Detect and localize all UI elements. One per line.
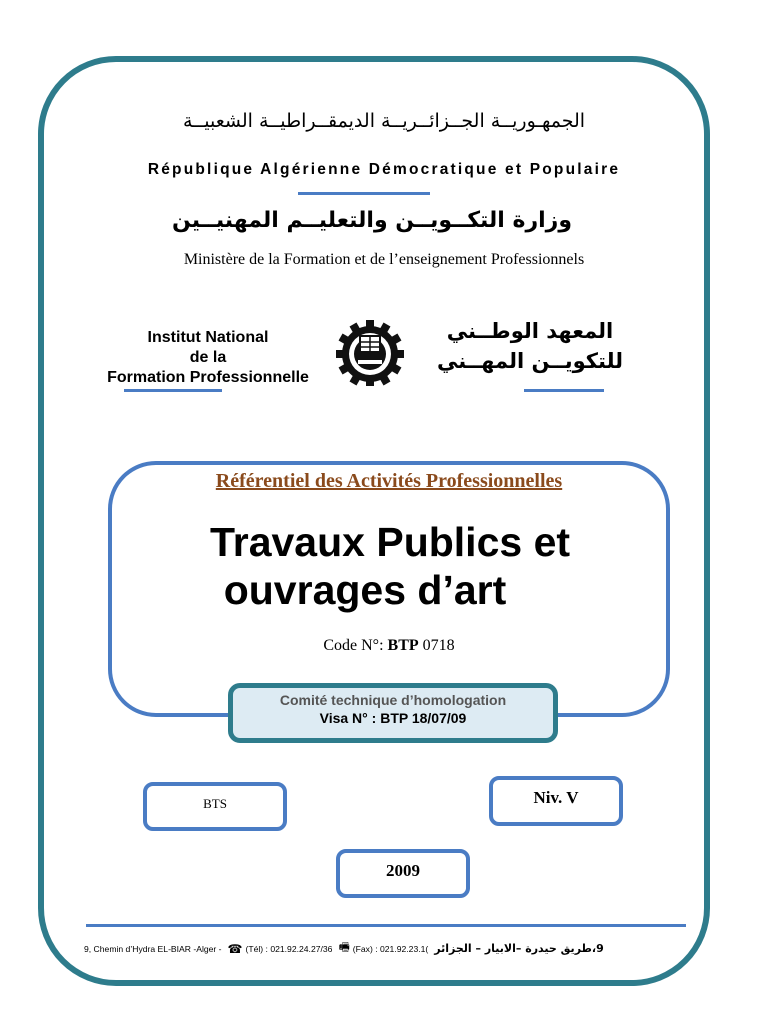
comite-label: Comité technique d’homologation (279, 692, 507, 708)
title-line: ouvrages d’art (223, 567, 507, 613)
document-title (130, 518, 650, 614)
level-box: Niv. V (489, 776, 623, 826)
arabic-republic-title: الجمهـوريــة الجــزائــريــة الديمقــراطيــة الشعبيــة (182, 110, 586, 132)
telephone-icon: ☎ (227, 941, 243, 956)
footer-arabic-address: 9،طريق حيدرة –الابيار – الجزائر (434, 942, 604, 955)
institute-line: للتكويــن المهــني (436, 349, 624, 373)
footer-tel: (Tél) : 021.92.24.27/36 (245, 943, 333, 954)
bts-box: BTS (143, 782, 287, 831)
divider (124, 389, 222, 392)
gear-building-logo-icon (333, 318, 411, 386)
referentiel-heading: Référentiel des Activités Professionnelles (215, 470, 563, 492)
visa-number: Visa N° : BTP 18/07/09 (319, 710, 467, 726)
french-ministry-title: Ministère de la Formation et de l’enseignement Professionnels (183, 251, 585, 268)
institute-line: المعهد الوطــني (446, 319, 614, 343)
code-value: 0718 (418, 637, 455, 654)
divider (298, 192, 430, 195)
divider (524, 389, 604, 392)
footer-divider (86, 924, 686, 927)
footer-fax: (Fax) : 021.92.23.1( (352, 943, 429, 954)
code-prefix: BTP (387, 637, 419, 654)
code-number (0, 637, 768, 655)
footer-address: 9, Chemin d’Hydra EL-BIAR -Alger - (84, 943, 222, 954)
footer (84, 938, 704, 959)
code-label: Code N°: (323, 637, 388, 654)
title-line: Travaux Publics et (209, 519, 571, 565)
institute-name-arabic (430, 316, 630, 376)
year-box: 2009 (336, 849, 470, 898)
fax-icon: 🖷 (338, 940, 350, 954)
institute-line: Formation Professionnelle (107, 369, 309, 386)
institute-name-french (88, 328, 328, 388)
french-republic-title: République Algérienne Démocratique et Populaire (147, 161, 621, 178)
institute-line: Institut National (147, 329, 269, 346)
arabic-ministry-title: وزارة التكــويــن والتعليــم المهنيــين (172, 208, 572, 233)
institute-line: de la (189, 349, 227, 366)
